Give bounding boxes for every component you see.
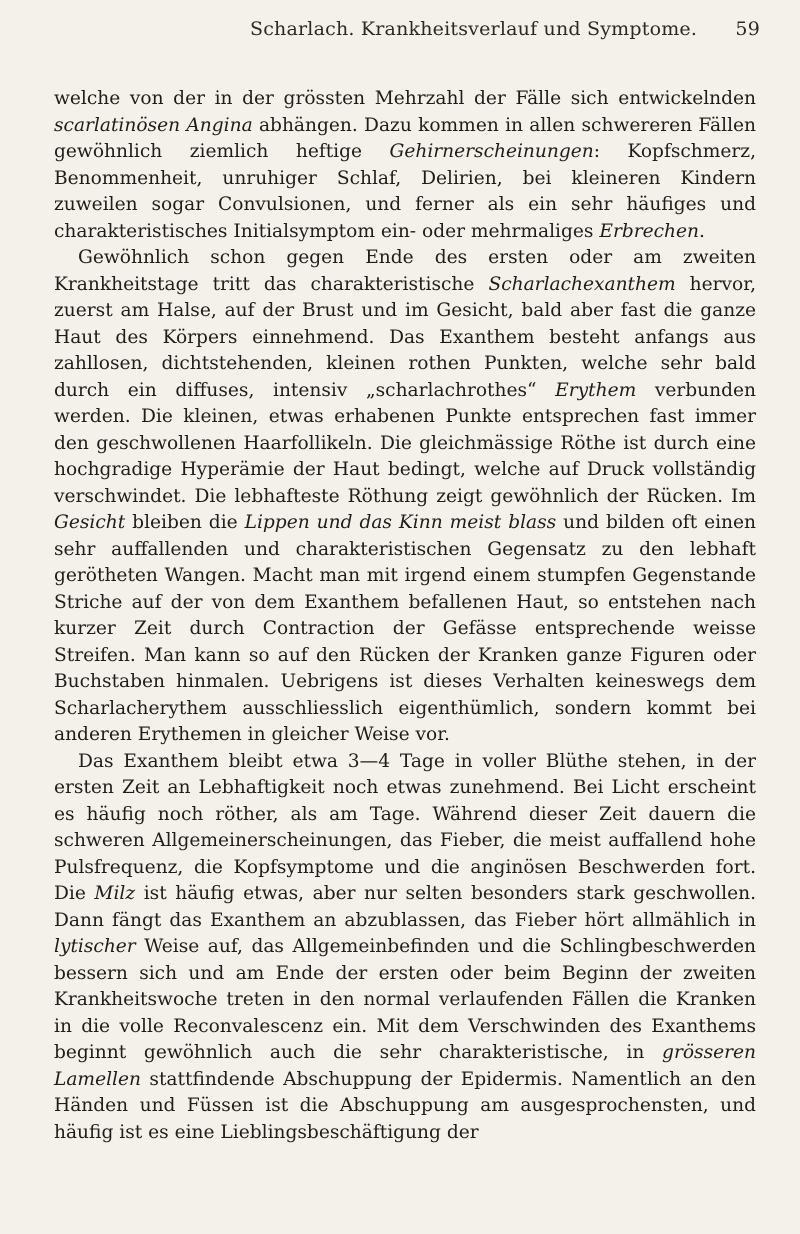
text-run: Weise auf, das Allgemeinbefinden und die Schlingbeschwerden bessern sich und am Ende der ersten oder beim Beginn der zweiten Krankheitswoche treten in den normal verlaufenden Fällen die Kranken in die volle Reconvalescenz ein. Mit dem Verschwinden des Exanthems beginnt gewöhnlich auch die sehr charakteristische, in [54, 936, 756, 1063]
running-title: Scharlach. Krankheitsverlauf und Symptome. [250, 18, 698, 40]
text-run: stattfindende Abschuppung der Epidermis. Namentlich an den Händen und Füssen ist die Abschuppung am ausgesprochensten, und häufig ist es eine Lieblingsbeschäftigung der [54, 1068, 756, 1143]
italic-term: Gesicht [54, 512, 126, 533]
italic-term: Erbrechen [599, 220, 699, 242]
text-run: Gewöhnlich schon gegen Ende des ersten oder am zweiten Krankheitstage tritt das charakteristische [54, 247, 756, 295]
text-run: abhängen. Dazu kommen in allen schwereren Fällen gewöhnlich ziemlich heftige [54, 114, 756, 162]
text-run: welche von der in der grössten Mehrzahl der Fälle sich entwickelnden [54, 88, 756, 109]
italic-term: grösseren Lamellen [54, 1042, 756, 1090]
body-text [54, 86, 756, 1146]
text-run: Das Exanthem bleibt etwa 3—4 Tage in voller Blüthe stehen, in der ersten Zeit an Lebhaftigkeit noch etwas zunehmend. Bei Licht erscheint es häufig noch röther, als am Tage. Während dieser Zeit dauern die schweren Allgemeinerscheinungen, das Fieber, die meist auffallend hohe Pulsfrequenz, die Kopfsymptome und die anginösen Beschwerden fort. Die [54, 750, 756, 904]
text-run: . [699, 220, 705, 242]
italic-term: Lippen und das Kinn meist blass [244, 512, 557, 533]
italic-term: Milz [94, 883, 136, 904]
paragraph-2 [54, 245, 756, 749]
paragraph-3 [54, 749, 756, 1147]
page-header [60, 12, 760, 48]
text-run: bleiben die [125, 512, 245, 533]
text-run: und bilden oft einen sehr auffallenden und charakteristischen Gegensatz zu den lebhaft gerötheten Wangen. Macht man mit irgend einem stumpfen Gegenstande Striche auf der von dem Exanthem befallenen Haut, so entstehen nach kurzer Zeit durch Contraction der Gefässe entsprechende weisse Streifen. Man kann so auf den Rücken der Kranken ganze Figuren oder Buchstaben hinmalen. Uebrigens ist dieses Verhalten keineswegs dem Scharlacherythem ausschliesslich eigenthümlich, sondern kommt bei anderen Erythemen in gleicher Weise vor. [54, 512, 757, 745]
italic-term: Gehirnerscheinungen [389, 141, 594, 162]
italic-term: Scharlachexanthem [488, 273, 676, 295]
italic-term: scarlatinösen Angina [54, 114, 253, 136]
text-run: verbunden werden. Die kleinen, etwas erhabenen Punkte entsprechen fast immer den geschwollenen Haarfollikeln. Die gleichmässige Röthe ist durch eine hochgradige Hyperämie der Haut bedingt, welche auf Druck vollständig verschwindet. Die lebhafteste Röthung zeigt gewöhnlich der Rücken. Im [54, 379, 756, 507]
page-number: 59 [735, 18, 760, 40]
italic-term: lytischer [54, 936, 136, 957]
text-run: : Kopfschmerz, Benommenheit, unruhiger Schlaf, Delirien, bei kleineren Kindern zuweilen sogar Convulsionen, und ferner als ein sehr häufiges und charakteristisches Initialsymptom ein- oder mehrmaliges [54, 141, 756, 242]
italic-term: Erythem [555, 379, 637, 401]
text-run: hervor, zuerst am Halse, auf der Brust und im Gesicht, bald aber fast die ganze Haut des Körpers einnehmend. Das Exanthem besteht anfangs aus zahllosen, dichtstehenden, kleinen rothen Punkten, welche sehr bald durch ein diffuses, intensiv „scharlachrothes“ [54, 273, 757, 401]
paragraph-1 [54, 86, 756, 245]
text-run: ist häufig etwas, aber nur selten besonders stark geschwollen. Dann fängt das Exanthem an abzublassen, das Fieber hört allmählich in [54, 883, 756, 931]
